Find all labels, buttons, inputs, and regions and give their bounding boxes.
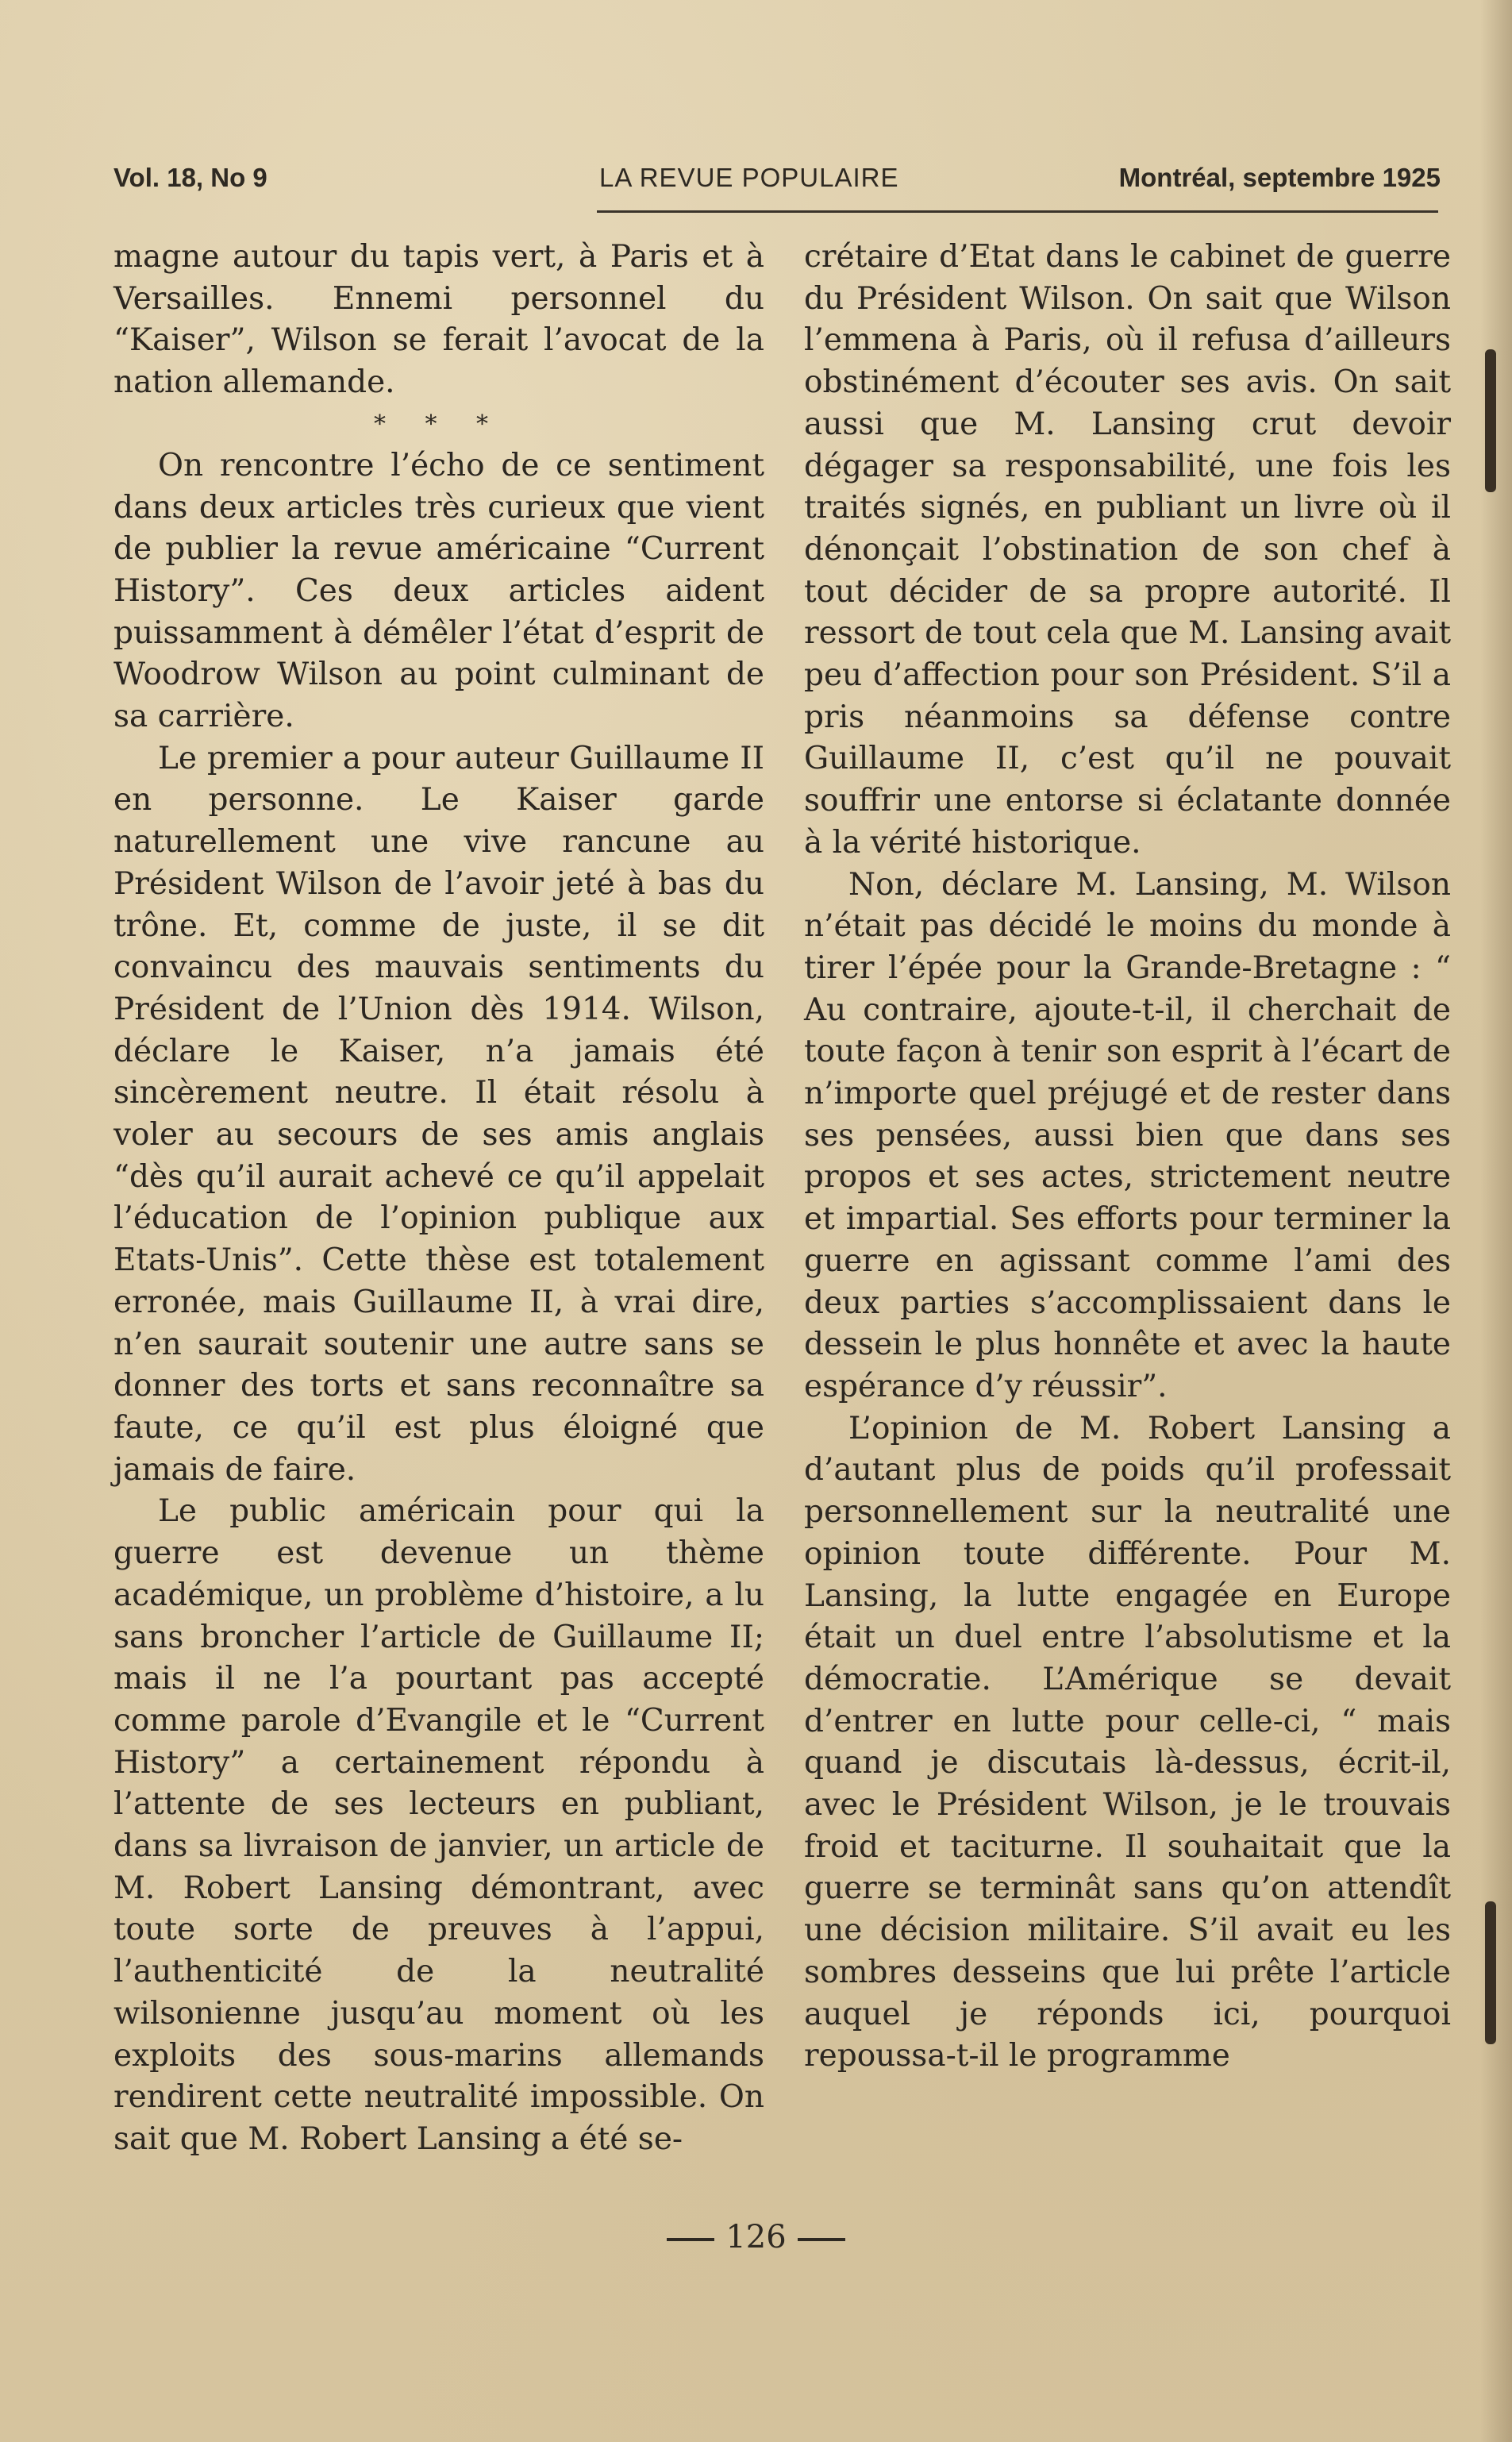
section-separator: * * * <box>373 410 505 438</box>
paragraph: Non, déclare M. Lansing, M. Wilson n’était pas décidé le moins du monde à tirer l’épée pour la Grande-Bretagne : “ Au contraire, ajoute-t-il, il cherchait de toute façon à tenir son esprit à l’écart de n’importe quel préjugé et de rester dans ses pensées, aussi bien que dans ses propos et ses actes, strictement neutre et impartial. Ses efforts pour terminer la guerre en agissant comme l’ami des deux parties s’accomplissaient dans le dessein le plus honnête et avec la haute espérance d’y réussir”. <box>804 866 1451 1404</box>
place-and-date: Montréal, septembre 1925 <box>1118 163 1441 192</box>
paragraph: L’opinion de M. Robert Lansing a d’autant plus de poids qu’il professait personnellement sur la neutralité une opinion toute différente. Pour M. Lansing, la lutte engagée en Europe était un duel entre l’absolutisme et la démocratie. L’Amérique se devait d’entrer en lutte pour celle-ci, “ mais quand je discutais là-dessus, écrit-il, avec le Président Wilson, je le trouvais froid et taciturne. Il souhaitait que la guerre se terminât sans qu’on attendît une décision militaire. S’il avait eu les sombres desseins que lui prête l’article auquel je réponds ici, pourquoi repoussa-t-il le programme <box>804 1410 1451 2074</box>
publication-title: LA REVUE POPULAIRE <box>599 163 899 192</box>
paragraph: Le premier a pour auteur Guillaume II en personne. Le Kaiser garde naturellement une vive rancune au Président Wilson de l’avoir jeté à bas du trône. Et, comme de juste, il se dit convaincu des mauvais sentiments du Président de l’Union dès 1914. Wilson, déclare le Kaiser, n’a jamais été sincèrement neutre. Il était résolu à voler au secours de ses amis anglais “dès qu’il aurait achevé ce qu’il appelait l’éducation de l’opinion publique aux Etats-Unis”. Cette thèse est totalement erronée, mais Guillaume II, à vrai dire, n’en saurait soutenir une autre sans se donner des torts et sans reconnaître sa faute, ce qu’il est plus éloigné que jamais de faire. <box>113 740 764 1488</box>
paragraph: Le public américain pour qui la guerre est devenue un thème académique, un problème d’histoire, a lu sans broncher l’article de Guillaume II; mais il ne l’a pourtant pas accepté comme parole d’Evangile et le “Current History” a certainement répondu à l’attente de ses lecteurs en publiant, dans sa livraison de janvier, un article de M. Robert Lansing démontrant, avec toute sorte de preuves à l’appui, l’authenticité de la neutralité wilsonienne jusqu’au moment où les exploits des sous-marins allemands rendirent cette neutralité impossible. On sait que M. Robert Lansing a été se- <box>113 1493 764 2157</box>
page-number-text: 126 <box>725 2219 787 2255</box>
header-rule <box>597 210 1438 213</box>
binding-clip-bottom <box>1485 1901 1496 2044</box>
paragraph: crétaire d’Etat dans le cabinet de guerre du Président Wilson. On sait que Wilson l’emmena à Paris, où il refusa d’ailleurs obstinément d’écouter ses avis. On sait aussi que M. Lansing crut devoir dégager sa responsabilité, une fois les traités signés, en publiant un livre où il dénonçait l’obstination de son chef à tout décider de sa propre autorité. Il ressort de tout cela que M. Lansing avait peu d’affection pour son Président. S’il a pris néanmoins sa défense contre Guillaume II, c’est qu’il ne pouvait souffrir une entorse si éclatante donnée à la vérité historique. <box>804 239 1451 861</box>
folio-dash-right <box>798 2238 845 2241</box>
volume-number: Vol. 18, No 9 <box>113 163 267 192</box>
right-column <box>804 237 1451 2078</box>
left-column <box>113 237 764 2161</box>
paragraph: magne autour du tapis vert, à Paris et à Versailles. Ennemi personnel du “Kaiser”, Wilson se ferait l’avocat de la nation allemande. <box>113 239 764 401</box>
paragraph: On rencontre l’écho de ce sentiment dans deux articles très curieux que vient de publier la revue américaine “Current History”. Ces deux articles aident puissamment à démêler l’état d’esprit de Woodrow Wilson au point culminant de sa carrière. <box>113 447 764 735</box>
folio-dash-left <box>667 2238 714 2241</box>
running-header <box>113 163 1441 210</box>
binding-clip-top <box>1485 349 1496 492</box>
page-number <box>0 2219 1512 2255</box>
